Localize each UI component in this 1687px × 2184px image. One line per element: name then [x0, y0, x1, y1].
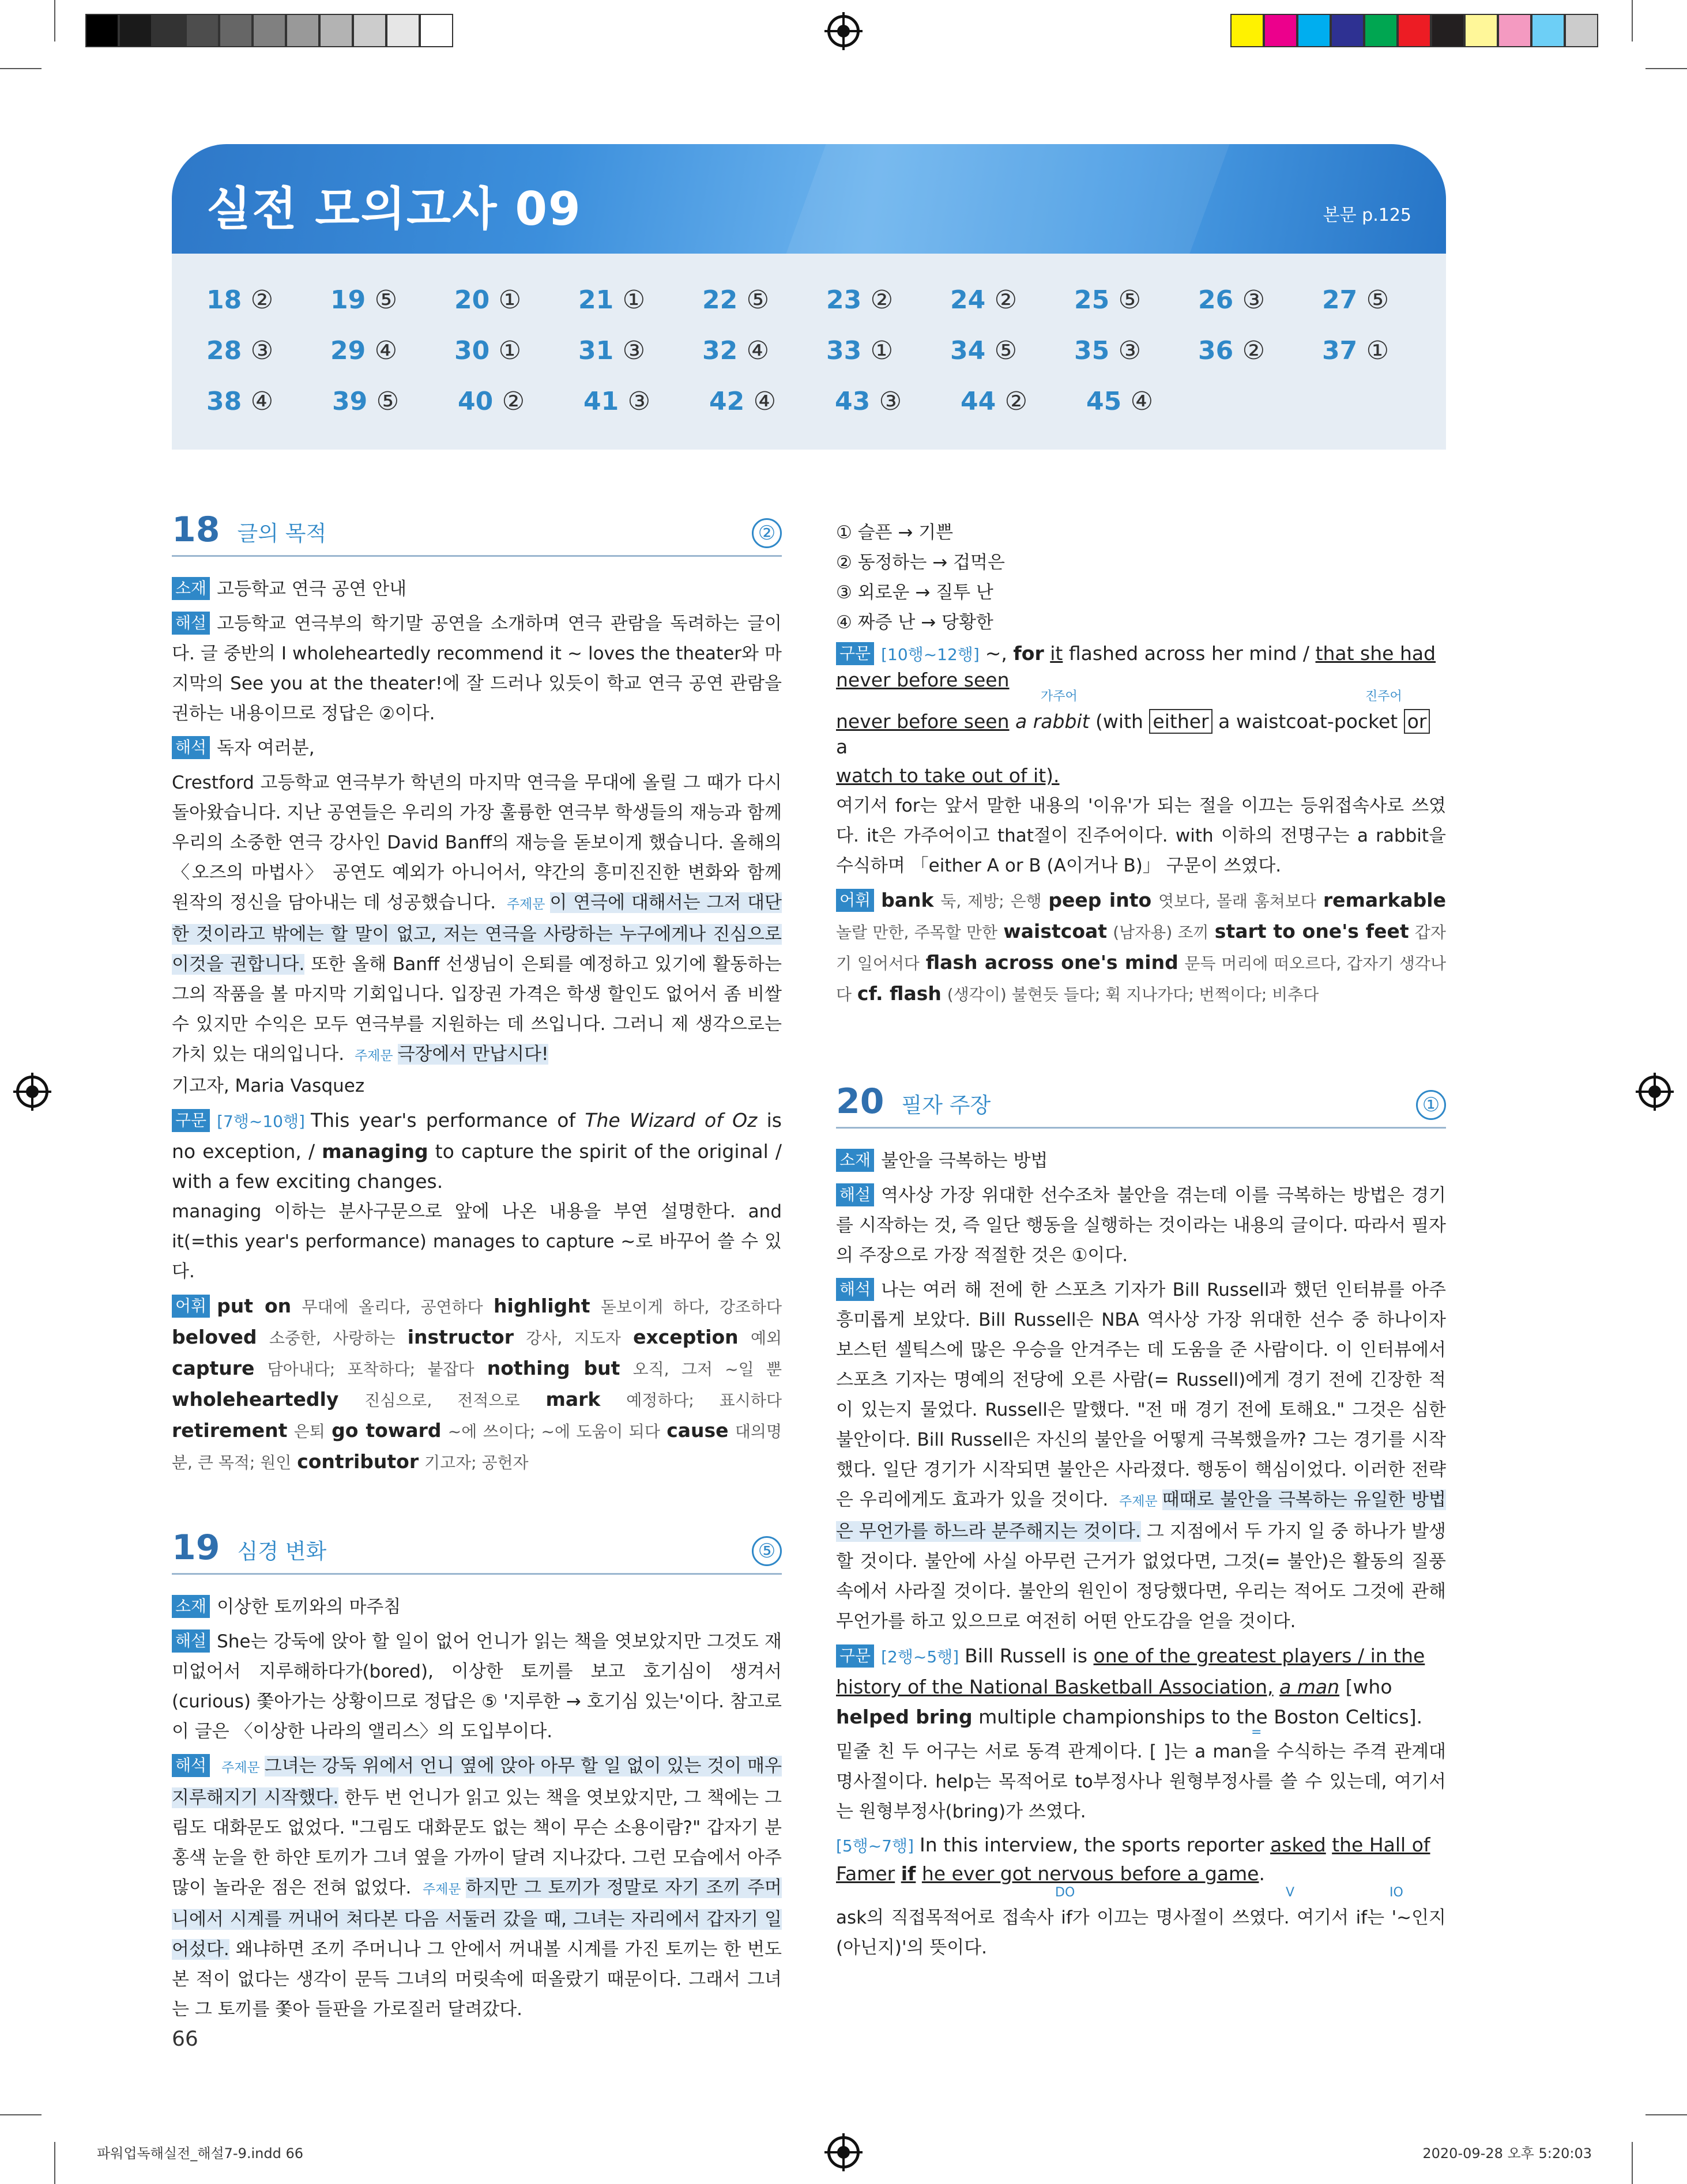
translation-text: 왜냐하면 조끼 주머니나 그 안에서 꺼내볼 시계를 가진 토끼는 한 번도 본 적이 없다는 생각이 문득 그녀의 머릿속에 떠올랐기 때문이다. 그래서 그녀는 그 토끼를 쫓아 들판을 가로질러 달려갔다.	[172, 1939, 782, 2020]
tag-badge: 어휘	[836, 889, 874, 912]
tag-badge: 소재	[172, 577, 210, 600]
syntax-block	[172, 1106, 782, 1197]
syntax-block	[836, 641, 1446, 789]
tag-badge: 어휘	[172, 1295, 210, 1318]
answer-item	[950, 285, 1074, 336]
vocab-meaning: 담아내다; 포착하다; 붙잡다	[267, 1360, 475, 1379]
color-swatch	[1398, 14, 1431, 47]
answer-number: 20	[454, 285, 490, 315]
label-real-subject: 진주어	[1365, 689, 1402, 704]
vocab-block	[172, 1291, 782, 1478]
topic-text: 불안을 극복하는 방법	[881, 1151, 1048, 1171]
answer-item	[709, 387, 835, 437]
vocab-word: capture	[172, 1357, 255, 1379]
answer-choice: ③	[627, 387, 651, 416]
tag-badge: 구문	[836, 642, 874, 665]
crop-mark	[1632, 0, 1633, 42]
vocab-word: highlight	[494, 1295, 590, 1317]
answer-choice: ③	[879, 387, 902, 416]
answer-circle: ⑤	[752, 1536, 782, 1566]
vocab-word: flash across one's mind	[925, 951, 1178, 974]
section-header-19	[172, 1525, 782, 1575]
vocab-word: instructor	[407, 1326, 514, 1348]
syntax-text: flashed across her mind /	[1068, 642, 1310, 665]
option-list	[836, 518, 1446, 638]
answer-number: 42	[709, 387, 745, 416]
color-swatch	[1331, 14, 1364, 47]
answer-number: 34	[950, 336, 986, 365]
answer-number: 40	[458, 387, 494, 416]
color-swatch	[219, 14, 253, 47]
answer-item	[578, 336, 702, 387]
crop-mark	[1632, 2142, 1633, 2184]
syntax-text: ].	[1409, 1706, 1423, 1728]
answer-choice: ④	[1130, 387, 1154, 416]
vocab-meaning: (남자용) 조끼	[1113, 923, 1209, 942]
syntax-title: The Wizard of Oz	[585, 1109, 758, 1131]
color-swatch	[1464, 14, 1498, 47]
answer-number: 26	[1198, 285, 1234, 315]
crop-mark	[1645, 68, 1687, 69]
answer-item	[1322, 336, 1446, 387]
answer-choice: ⑤	[1118, 285, 1142, 315]
answer-number: 29	[330, 336, 366, 365]
title-banner	[172, 144, 1446, 254]
vocab-word: remarkable	[1323, 889, 1446, 911]
vocab-meaning: 은퇴	[293, 1422, 325, 1441]
vocab-word: cause	[666, 1419, 729, 1442]
answer-row	[206, 336, 1446, 387]
syntax-note: 밑줄 친 두 어구는 서로 동격 관계이다. [ ]는 a man을 수식하는 주격 관계대명사절이다. help는 목적어로 to부정사나 원형부정사를 쓸 수 있는데, 여기서는 원형부정사(bring)가 쓰였다.	[836, 1741, 1446, 1822]
topic-line	[836, 1146, 1446, 1176]
vocab-word: wholeheartedly	[172, 1388, 339, 1410]
vocab-word: exception	[633, 1326, 739, 1348]
vocab-word: put on	[217, 1295, 292, 1317]
tag-badge: 해설	[172, 612, 210, 635]
answer-item	[330, 285, 454, 336]
vocab-word: go toward	[332, 1419, 442, 1442]
explanation	[836, 1180, 1446, 1270]
option-item: ② 동정하는 → 겁먹은	[836, 552, 1005, 573]
vocab-word: mark	[545, 1388, 601, 1410]
crop-mark	[54, 0, 55, 42]
syntax-text: Bill Russell is	[965, 1644, 1088, 1667]
syntax-or: or	[1404, 709, 1430, 734]
tag-badge: 해석	[836, 1278, 874, 1301]
vocab-word: beloved	[172, 1326, 257, 1348]
translation-text: 또한 올해 Banff 선생님이 은퇴를 예정하고 있기에 활동하는 그의 작품을 볼 마지막 기회입니다. 입장권 가격은 학생 할인도 없어서 좀 비쌀 수 있지만 수익은 모두 연극부를 지원하는 데 쓰입니다. 그러니 제 생각으로는 가치 있는 대의입니다.	[172, 954, 782, 1065]
vocab-meaning: 진심으로, 전적으로	[364, 1391, 520, 1410]
answer-choice: ①	[870, 336, 894, 365]
theme-marker: 주제문	[422, 1882, 461, 1897]
answer-choice: ①	[1366, 336, 1389, 365]
label-direct-object: DO	[1055, 1885, 1075, 1900]
answer-choice: ①	[498, 285, 522, 315]
answer-number: 37	[1322, 336, 1358, 365]
syntax-indirect-object: the Hall of Famer	[836, 1834, 1430, 1885]
syntax-it: it	[1050, 642, 1063, 665]
footer-timestamp: 2020-09-28 오후 5:20:03	[1422, 2145, 1592, 2162]
vocab-meaning: 예정하다; 표시하다	[626, 1391, 782, 1410]
answer-circle: ①	[1416, 1090, 1446, 1120]
syntax-text: [who	[1345, 1676, 1392, 1698]
color-swatch	[85, 14, 119, 47]
label-dummy-subject: 가주어	[1041, 689, 1078, 704]
answer-number: 41	[583, 387, 619, 416]
syntax-text: a	[836, 735, 848, 758]
registration-mark-top	[827, 15, 860, 47]
vocab-meaning: 무대에 올리다, 공연하다	[302, 1297, 483, 1317]
syntax-text: (with	[1095, 710, 1143, 733]
answer-item	[454, 285, 578, 336]
color-swatches	[1230, 14, 1598, 47]
explanation-text: She는 강둑에 앉아 할 일이 없어 언니가 읽는 책을 엿보았지만 그것도 재미없어서 지루해하다가(bored), 이상한 토끼를 보고 호기심이 생겨서(curious) 쫓아가는 상황이므로 정답은 ⑤ '지루한 → 호기심 있는'이다. 참고로 이 글은 〈이상한 나라의 앨리스〉의 도입부이다.	[172, 1631, 782, 1742]
page-number: 66	[172, 2027, 198, 2051]
color-swatch	[386, 14, 420, 47]
question-type: 심경 변화	[237, 1539, 327, 1564]
syntax-keyword: for	[1013, 642, 1044, 665]
question-type: 필자 주장	[901, 1093, 991, 1118]
vocab-meaning: 둑, 제방; 은행	[940, 892, 1042, 911]
answer-choice: ②	[994, 285, 1018, 315]
answer-item	[835, 387, 961, 437]
answer-item	[458, 387, 583, 437]
theme-sentence: 하지만 그 토끼가 정말로 자기 조끼 주머니에서 시계를 꺼내어 쳐다본 다음 서둘러 갔을 때, 그녀는 자리에서 갑자기 일어섰다.	[172, 1877, 782, 1960]
question-type: 글의 목적	[237, 521, 327, 546]
syntax-text: .	[1259, 1862, 1265, 1885]
footer-file: 파워업독해실전_해설7-9.indd 66	[97, 2145, 303, 2162]
color-swatch	[353, 14, 386, 47]
answer-number: 33	[826, 336, 862, 365]
answer-choice: ②	[1242, 336, 1266, 365]
answer-number: 32	[702, 336, 738, 365]
section-header-20	[836, 1079, 1446, 1129]
line-ref: [7행~10행]	[217, 1112, 305, 1131]
theme-sentence: 극장에서 만납시다!	[397, 1044, 549, 1065]
registration-mark-bottom	[827, 2136, 860, 2168]
answer-choice: ③	[1242, 285, 1266, 315]
tag-badge: 해석	[172, 736, 210, 759]
syntax-that-clause: that she had never before seen	[836, 642, 1436, 691]
registration-mark-left	[16, 1076, 48, 1108]
vocab-word: retirement	[172, 1419, 288, 1442]
line-ref: [10행~12행]	[881, 645, 980, 664]
answer-number: 18	[206, 285, 242, 315]
translation-sign: 기고자, Maria Vasquez	[172, 1076, 365, 1096]
answer-item	[1198, 285, 1322, 336]
answer-number: 25	[1074, 285, 1110, 315]
explanation	[172, 1627, 782, 1747]
topic-text: 고등학교 연극 공연 안내	[217, 579, 407, 599]
syntax-text: a rabbit	[1015, 710, 1090, 733]
answer-number: 44	[961, 387, 996, 416]
question-number: 20	[836, 1081, 884, 1122]
right-column	[836, 518, 1446, 1967]
answer-choice: ⑤	[1366, 285, 1389, 315]
answer-choice: ⑤	[746, 285, 770, 315]
answer-choice: ④	[374, 336, 398, 365]
answer-key	[172, 254, 1446, 450]
theme-marker: 주제문	[221, 1760, 260, 1775]
equals-marker: =	[1251, 1725, 1262, 1740]
translation-body	[172, 1751, 782, 2024]
color-swatch	[1264, 14, 1297, 47]
vocab-meaning: 갑자기 일어서다	[836, 923, 1446, 973]
section-header-18	[172, 507, 782, 557]
color-swatch	[1498, 14, 1531, 47]
syntax-note: 여기서 for는 앞서 말한 내용의 '이유'가 되는 절을 이끄는 등위접속사로 쓰였다. it은 가주어이고 that절이 진주어이다. with 이하의 전명구는 a rabbit을 수식하며 「either A or B (A이거나 B)」 구문이 쓰였다.	[836, 795, 1446, 876]
syntax-text: a waistcoat-pocket	[1218, 710, 1398, 733]
translation-text: 한두 번 언니가 읽고 있는 책을 엿보았지만, 그 책에는 그림도 대화문도 없었다. "그림도 대화문도 없는 책이 무슨 소용이람?" 갑자기 분홍색 눈을 한 하얀 토끼가 그녀 옆을 가까이 달려 지나갔다. 그런 모습에서 아주 많이 놀라운 점은 전혀 없었다.	[172, 1787, 782, 1898]
answer-number: 19	[330, 285, 366, 315]
vocab-meaning: 소중한, 사랑하는	[269, 1329, 396, 1348]
greeting-text: 독자 여러분,	[217, 738, 315, 759]
answer-choice: ③	[622, 336, 646, 365]
answer-item	[583, 387, 709, 437]
vocab-word: nothing but	[487, 1357, 620, 1379]
answer-number: 22	[702, 285, 738, 315]
answer-item	[1322, 285, 1446, 336]
color-swatch	[319, 14, 353, 47]
answer-choice: ③	[250, 336, 274, 365]
theme-marker: 주제문	[1119, 1494, 1158, 1509]
theme-sentence: 그녀는 강둑 위에서 언니 옆에 앉아 아무 할 일 없이 있는 것이 매우 지루해지기 시작했다.	[172, 1756, 782, 1808]
vocab-block	[836, 885, 1446, 1010]
color-swatch	[253, 14, 286, 47]
answer-item	[330, 336, 454, 387]
tag-badge: 소재	[172, 1595, 210, 1618]
answer-row	[206, 285, 1446, 336]
answer-number: 45	[1086, 387, 1122, 416]
syntax-note: managing 이하는 분사구문으로 앞에 나온 내용을 부연 설명한다. and it(=this year's performance) manages to capture ~로 바꾸어 쓸 수 있다.	[172, 1201, 782, 1282]
vocab-meaning: 강사, 지도자	[526, 1329, 621, 1348]
color-swatch	[1297, 14, 1331, 47]
syntax-text: ~,	[985, 642, 1007, 665]
translation-text: Crestford 고등학교 연극부가 학년의 마지막 연극을 무대에 올릴 그 때가 다시 돌아왔습니다. 지난 공연들은 우리의 가장 훌륭한 연극부 학생들의 재능과 함께 우리의 소중한 연극 강사인 David Banff의 재능을 돋보이게 했습니다. 올해의 〈오즈의 마법사〉 공연도 예외가 아니어서, 약간의 흥미진진한 변화와 함께 원작의 정신을 담아내는 데 성공했습니다.	[172, 772, 782, 913]
explanation	[172, 609, 782, 729]
vocab-meaning: 놀랄 만한, 주목할 만한	[836, 923, 998, 942]
answer-item	[1074, 336, 1198, 387]
syntax-text: multiple championships to the Boston Celtics	[978, 1706, 1409, 1728]
answer-choice: ④	[250, 387, 274, 416]
answer-choice: ④	[753, 387, 777, 416]
crop-mark	[54, 2142, 55, 2184]
left-column	[172, 507, 782, 2029]
vocab-meaning: 기고자; 공헌자	[424, 1453, 529, 1472]
crop-mark	[1645, 2114, 1687, 2115]
answer-item	[1086, 387, 1212, 437]
answer-number: 27	[1322, 285, 1358, 315]
answer-number: 21	[578, 285, 614, 315]
answer-row	[206, 387, 1446, 437]
answer-number: 43	[835, 387, 871, 416]
vocab-meaning: 돋보이게 하다, 강조하다	[600, 1297, 782, 1317]
option-item: ④ 짜증 난 → 당황한	[836, 612, 993, 633]
syntax-text: This year's performance of	[310, 1109, 576, 1131]
answer-number: 38	[206, 387, 242, 416]
vocab-word: peep into	[1048, 889, 1152, 911]
syntax-block-2	[836, 1831, 1446, 1903]
syntax-note: ask의 직접목적어로 접속사 if가 이끄는 명사절이 쓰였다. 여기서 if는 '~인지 (아닌지)'의 뜻이다.	[836, 1907, 1446, 1958]
translation-text: 나는 여러 해 전에 한 스포츠 기자가 Bill Russell과 했던 인터뷰를 아주 흥미롭게 보았다. Bill Russell은 NBA 역사상 가장 위대한 선수 중 하나이자 보스턴 셀틱스에 많은 우승을 안겨주는 데 도움을 준 사람이다. 이 인터뷰에서 스포츠 기자는 명예의 전당에 오른 사람(= Russell)에게 경기 전에 긴장한 적이 있는지 물었다. Russell은 말했다. "전 매 경기 전에 토해요." 그것은 심한 불안이다. Bill Russell은 자신의 불안을 어떻게 극복했을까? 그는 경기를 시작했다. 일단 경기가 시작되면 불안은 사라졌다. 행동이 핵심이었다. 이러한 전략은 우리에게도 효과가 있을 것이다.	[836, 1280, 1446, 1510]
answer-choice: ⑤	[994, 336, 1018, 365]
option-item: ① 슬픈 → 기쁜	[836, 522, 954, 543]
syntax-that-clause: never before seen	[836, 710, 1010, 733]
color-swatch	[1431, 14, 1464, 47]
syntax-text: is no exception, /	[172, 1109, 782, 1163]
theme-sentence: 이 연극에 대해서는 그저 대단한 것이라고 밖에는 할 말이 없고, 저는 연극을 사랑하는 누구에게나 진심으로 이것을 권합니다.	[172, 892, 782, 975]
answer-item	[1074, 285, 1198, 336]
answer-circle: ②	[752, 518, 782, 548]
answer-item	[454, 336, 578, 387]
syntax-direct-object: he ever got nervous before a game	[921, 1862, 1259, 1885]
syntax-keyword: helped bring	[836, 1706, 973, 1728]
translation-body	[172, 768, 782, 1071]
tag-badge: 해설	[172, 1629, 210, 1653]
color-swatch	[186, 14, 219, 47]
vocab-meaning: 엿보다, 몰래 훔쳐보다	[1158, 892, 1317, 911]
answer-number: 36	[1198, 336, 1234, 365]
answer-item	[206, 285, 330, 336]
explanation-text: 역사상 가장 위대한 선수조차 불안을 겪는데 이를 극복하는 방법은 경기를 시작하는 것, 즉 일단 행동을 실행하는 것이라는 내용의 글이다. 따라서 필자의 주장으로 가장 적절한 것은 ①이다.	[836, 1185, 1446, 1266]
answer-item	[1198, 336, 1322, 387]
vocab-meaning: 예외	[750, 1329, 782, 1348]
theme-marker: 주제문	[354, 1048, 393, 1063]
answer-item	[826, 336, 950, 387]
label-verb: V	[1286, 1885, 1295, 1900]
vocab-word: start to one's feet	[1214, 920, 1409, 942]
tag-badge: 해석	[172, 1754, 210, 1777]
theme-marker: 주제문	[506, 897, 545, 912]
color-swatch	[1565, 14, 1598, 47]
label-indirect-object: IO	[1389, 1885, 1403, 1900]
syntax-text: watch to take out of it).	[836, 764, 1060, 787]
translation-body	[836, 1275, 1446, 1636]
question-number: 18	[172, 510, 220, 550]
vocab-meaning: 오직, 그저 ~일 뿐	[632, 1360, 782, 1379]
answer-choice: ⑤	[376, 387, 400, 416]
theme-sentence: 때때로 불안을 극복하는 유일한 방법은 무언가를 하느라 분주해지는 것이다.	[836, 1489, 1447, 1542]
translation-text: 그 지점에서 두 가지 일 중 하나가 발생할 것이다. 불안에 사실 아무런 근거가 없었다면, 그것(= 불안)은 활동의 질풍 속에서 사라질 것이다. 불안의 원인이 정당했다면, 우리는 적어도 그것에 관해 무언가를 하고 있으므로 여전히 어떤 안도감을 얻을 것이다.	[836, 1521, 1446, 1632]
color-swatch	[286, 14, 319, 47]
answer-number: 39	[332, 387, 368, 416]
answer-choice: ②	[250, 285, 274, 315]
topic-text: 이상한 토끼와의 마주침	[217, 1597, 401, 1617]
page-reference: 본문 p.125	[1323, 205, 1411, 225]
answer-item	[206, 387, 332, 437]
tag-badge: 구문	[172, 1109, 210, 1132]
color-swatch	[420, 14, 453, 47]
vocab-meaning: (생각이) 불현듯 들다; 휙 지나가다; 번쩍이다; 비추다	[947, 985, 1319, 1004]
line-ref: [5행~7행]	[836, 1836, 914, 1855]
topic-line	[172, 1592, 782, 1622]
answer-choice: ⑤	[374, 285, 398, 315]
syntax-block-1	[836, 1641, 1446, 1740]
crop-mark	[0, 2114, 42, 2115]
vocab-meaning: 대의명분, 큰 목적; 원인	[172, 1422, 782, 1472]
option-item: ③ 외로운 → 질투 난	[836, 582, 993, 603]
vocab-word: cf. flash	[857, 982, 942, 1005]
tag-badge: 소재	[836, 1149, 874, 1172]
answer-choice: ③	[1118, 336, 1142, 365]
answer-item	[702, 285, 826, 336]
answer-item	[826, 285, 950, 336]
vocab-word: contributor	[297, 1450, 419, 1473]
answer-choice: ②	[1004, 387, 1028, 416]
answer-number: 28	[206, 336, 242, 365]
answer-choice: ②	[870, 285, 894, 315]
syntax-appositive: one of the greatest players / in the history of the National Basketball Association,	[836, 1644, 1425, 1698]
gray-swatches	[85, 14, 453, 47]
answer-number: 24	[950, 285, 986, 315]
syntax-verb: asked	[1270, 1834, 1326, 1856]
answer-number: 35	[1074, 336, 1110, 365]
vocab-word: bank	[881, 889, 934, 911]
answer-item	[332, 387, 458, 437]
syntax-keyword: managing	[322, 1140, 428, 1163]
color-swatch	[1531, 14, 1565, 47]
answer-choice: ②	[502, 387, 525, 416]
answer-number: 23	[826, 285, 862, 315]
translation-greeting	[172, 733, 782, 763]
answer-item	[702, 336, 826, 387]
color-swatch	[119, 14, 152, 47]
syntax-text: to capture the spirit of the original / with a few exciting changes.	[172, 1140, 782, 1193]
answer-number: 31	[578, 336, 614, 365]
line-ref: [2행~5행]	[881, 1647, 959, 1666]
topic-line	[172, 574, 782, 604]
registration-mark-right	[1639, 1076, 1671, 1108]
syntax-appositive: a man	[1279, 1676, 1340, 1698]
answer-item	[206, 336, 330, 387]
vocab-word: waistcoat	[1003, 920, 1108, 942]
question-number: 19	[172, 1527, 220, 1568]
color-swatch	[1364, 14, 1398, 47]
answer-choice: ④	[746, 336, 770, 365]
syntax-either: either	[1149, 709, 1212, 734]
syntax-keyword: if	[901, 1862, 916, 1885]
vocab-meaning: 문득 머리에 떠오르다, 갑자기 생각나다	[836, 954, 1446, 1004]
answer-choice: ①	[498, 336, 522, 365]
page-title: 실전 모의고사 09	[206, 182, 582, 236]
answer-item	[578, 285, 702, 336]
explanation-text: 고등학교 연극부의 학기말 공연을 소개하며 연극 관람을 독려하는 글이다. 글 중반의 I wholeheartedly recommend it ~ loves the theater와 마지막의 See you at the theater!에 잘 드러나 있듯이 학교 연극 공연 관람을 권하는 내용이므로 정답은 ②이다.	[172, 613, 782, 724]
answer-number: 30	[454, 336, 490, 365]
answer-item	[950, 336, 1074, 387]
tag-badge: 구문	[836, 1644, 874, 1668]
answer-item	[961, 387, 1086, 437]
answer-choice: ①	[622, 285, 646, 315]
vocab-meaning: ~에 쓰이다; ~에 도움이 되다	[447, 1422, 660, 1441]
color-swatch	[1230, 14, 1264, 47]
color-swatch	[152, 14, 186, 47]
crop-mark	[0, 68, 42, 69]
syntax-text: In this interview, the sports reporter	[920, 1834, 1264, 1856]
tag-badge: 해설	[836, 1183, 874, 1206]
